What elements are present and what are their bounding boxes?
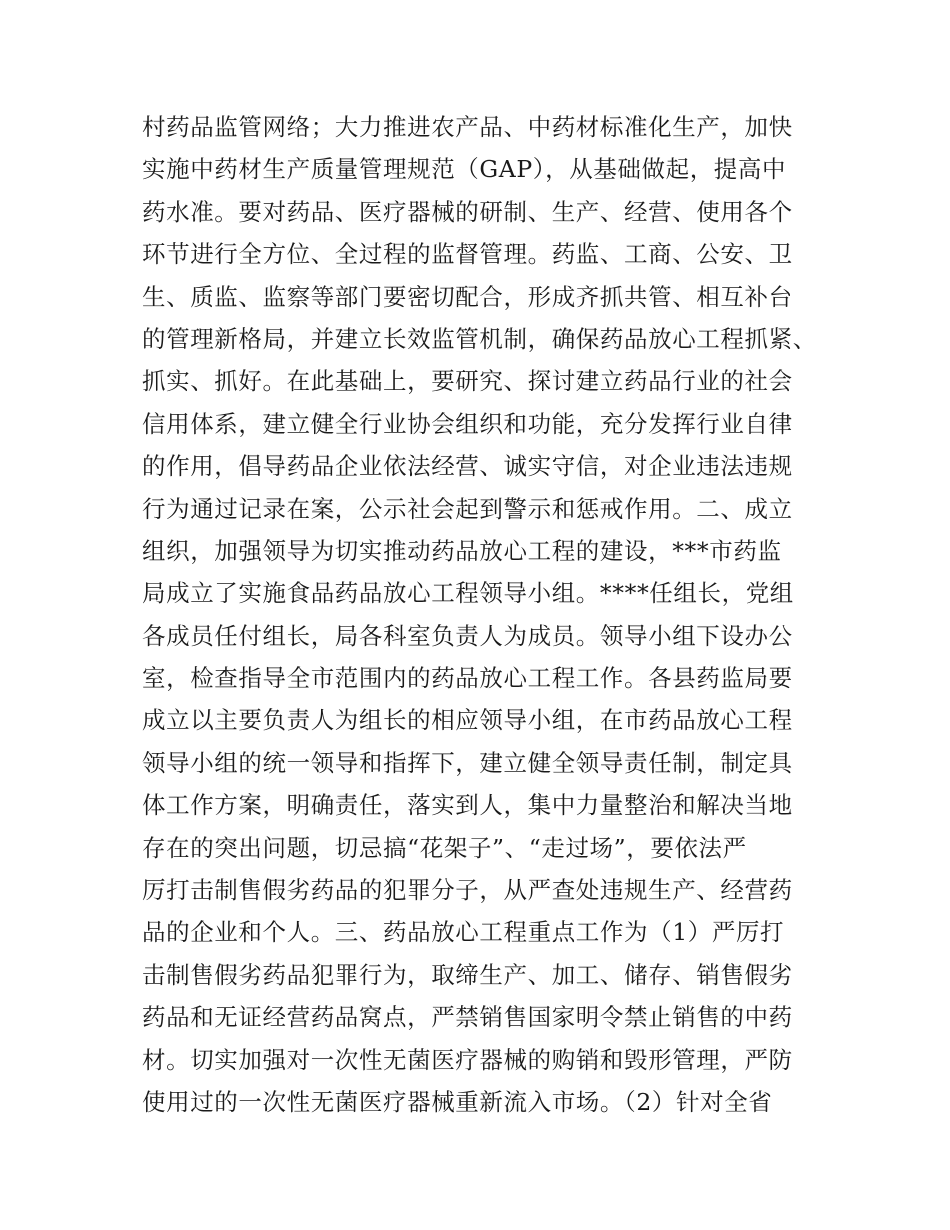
text-line-16: 领导小组的统一领导和指挥下，建立健全领导责任制，制定具 [142, 748, 793, 777]
text-line-21: 击制售假劣药品犯罪行为，取缔生产、加工、储存、销售假劣 [142, 960, 793, 989]
body-text [142, 106, 842, 1123]
text-line-19: 厉打击制售假劣药品的犯罪分子，从严查处违规生产、经营药 [142, 876, 793, 905]
text-line-17: 体工作方案，明确责任，落实到人，集中力量整治和解决当地 [142, 791, 793, 820]
text-line-7: 抓实、抓好。在此基础上，要研究、探讨建立药品行业的社会 [142, 367, 793, 396]
text-line-22: 药品和无证经营药品窝点，严禁销售国家明令禁止销售的中药 [142, 1003, 793, 1032]
text-line-24: 使用过的一次性无菌医疗器械重新流入市场。（2）针对全省 [142, 1087, 773, 1116]
text-line-18: 存在的突出问题，切忌搞“花架子”、“走过场”，要依法严 [142, 833, 747, 862]
text-line-12: 局成立了实施食品药品放心工程领导小组。****任组长，党组 [142, 579, 794, 608]
text-line-8: 信用体系，建立健全行业协会组织和功能，充分发挥行业自律 [142, 409, 793, 438]
text-line-4: 环节进行全方位、全过程的监督管理。药监、工商、公安、卫 [142, 240, 793, 269]
text-line-11: 组织，加强领导为切实推动药品放心工程的建设，***市药监 [142, 536, 782, 565]
text-line-1: 村药品监管网络；大力推进农产品、中药材标准化生产，加快 [142, 113, 793, 141]
text-line-2: 实施中药材生产质量管理规范（GAP），从基础做起，提高中 [142, 155, 787, 184]
text-line-3: 药水准。要对药品、医疗器械的研制、生产、经营、使用各个 [142, 197, 793, 226]
text-line-20: 品的企业和个人。三、药品放心工程重点工作为（1）严厉打 [142, 918, 785, 947]
text-line-15: 成立以主要负责人为组长的相应领导小组，在市药品放心工程 [142, 706, 793, 735]
text-line-23: 材。切实加强对一次性无菌医疗器械的购销和毁形管理，严防 [142, 1045, 793, 1074]
text-line-10: 行为通过记录在案，公示社会起到警示和惩戒作用。二、成立 [142, 494, 793, 523]
text-line-5: 生、质监、监察等部门要密切配合，形成齐抓共管、相互补台 [142, 282, 793, 311]
text-line-9: 的作用，倡导药品企业依法经营、诚实守信，对企业违法违规 [142, 452, 793, 481]
text-line-6: 的管理新格局，并建立长效监管机制，确保药品放心工程抓紧、 [142, 324, 817, 353]
text-line-13: 各成员任付组长，局各科室负责人为成员。领导小组下设办公 [142, 621, 793, 650]
text-line-14: 室，检查指导全市范围内的药品放心工程工作。各县药监局要 [142, 664, 793, 693]
